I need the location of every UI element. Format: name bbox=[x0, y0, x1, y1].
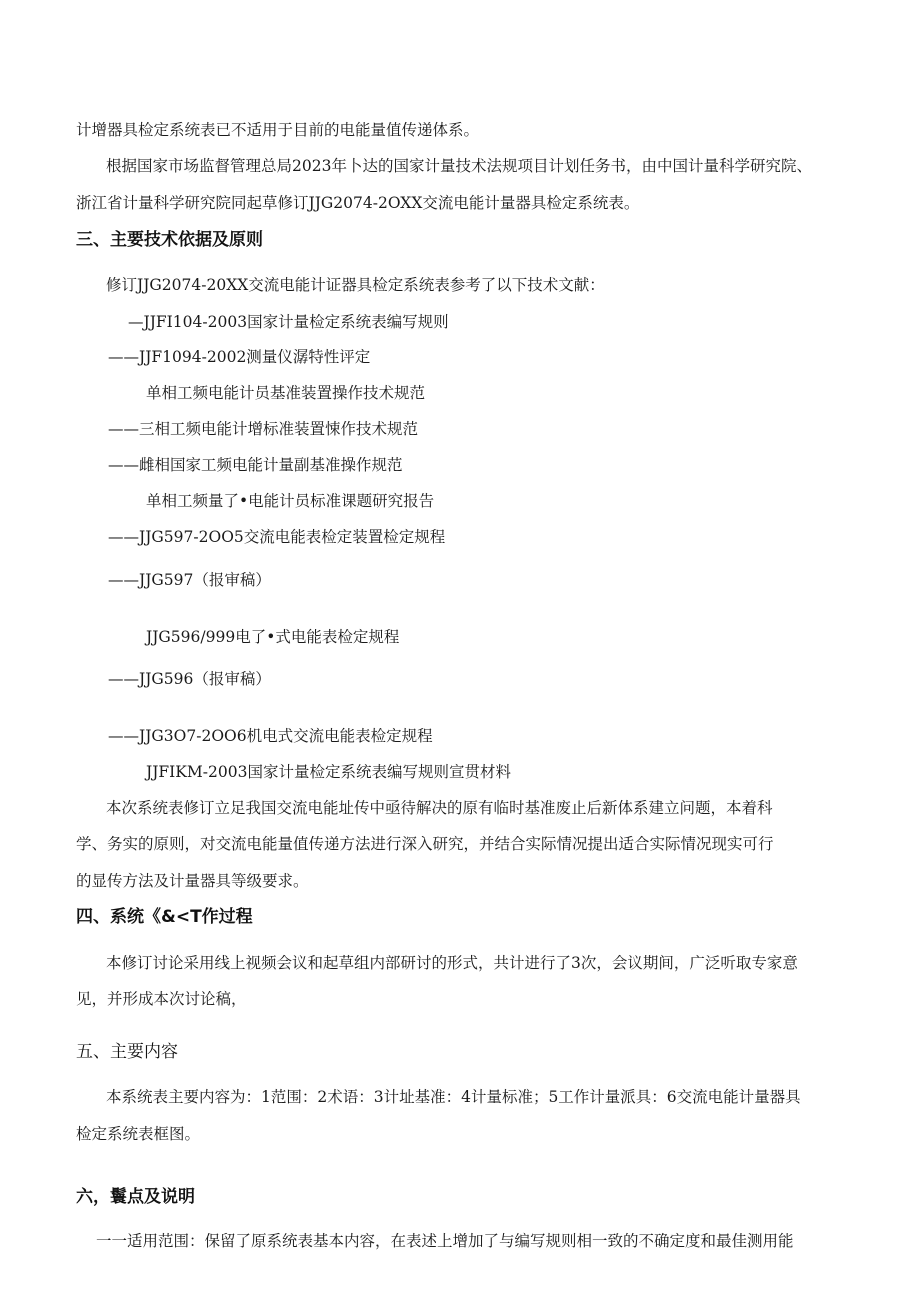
reference-item: 单相工频量了•电能计员标准课题研究报告 bbox=[146, 492, 435, 510]
reference-item: ——JJF1094-2002测量仪潺特性评定 bbox=[108, 348, 371, 366]
reference-item: ——雌相国家工频电能计量副基准操作规范 bbox=[108, 456, 403, 474]
reference-item: 单相工频电能计员基准装置操作技术规范 bbox=[146, 384, 426, 402]
intro-text-line: 计增器具检定系统表已不适用于目前的电能量值传递体系。 bbox=[76, 121, 480, 139]
intro-paragraph-line: 根据国家市场监督管理总局2023年卜达的国家计量技术法规项目计划任务书，由中国计量科学研究院、 bbox=[106, 157, 812, 175]
section-heading-process: 四、系统《&<T作过程 bbox=[76, 907, 253, 927]
reference-item: JJG596/999电了•式电能表检定规程 bbox=[146, 628, 400, 646]
process-paragraph-line: 见，并形成本次讨论稿， bbox=[76, 990, 247, 1008]
section-heading-basis: 三、主要技术依据及原则 bbox=[76, 230, 263, 250]
notes-paragraph-line: 一一适用范围：保留了原系统表基本内容，在表述上增加了与编写规则相一致的不确定度和最佳测用能 bbox=[96, 1232, 794, 1250]
reference-item: JJFIKM-2003国家计量检定系统表编写规则宣贯材料 bbox=[146, 763, 511, 781]
reference-item: —JJFI104-2003国家计量检定系统表编写规则 bbox=[128, 313, 449, 331]
references-lead-text: 修订JJG2074-20XX交流电能计证器具检定系统表参考了以下技术文献： bbox=[106, 276, 605, 294]
reference-item: ——三相工频电能计增标准装置悚作技术规范 bbox=[108, 420, 419, 438]
intro-paragraph-line: 浙江省计量科学研究院同起草修订JJG2074-2OXX交流电能计量器具检定系统表。 bbox=[76, 194, 640, 212]
section-heading-notes: 六，鬟点及说明 bbox=[76, 1187, 195, 1207]
reference-item: ——JJG597-2OO5交流电能表检定装置检定规程 bbox=[108, 528, 446, 546]
content-paragraph-line: 本系统表主要内容为：1范围：2术语：3计址基准：4计量标准；5工作计量派具：6交流电能计量器具 bbox=[106, 1088, 801, 1106]
content-paragraph-line: 检定系统表框图。 bbox=[76, 1125, 201, 1143]
principle-paragraph-line: 的显传方法及计量器具等级要求。 bbox=[76, 872, 309, 890]
principle-paragraph-line: 学、务实的原则，对交流电能量值传递方法进行深入研究，并结合实际情况提出适合实际情况现实可行 bbox=[76, 835, 774, 853]
process-paragraph-line: 本修订讨论采用线上视频会议和起草组内部研讨的形式，共计进行了3次，会议期间，广泛听取专家意 bbox=[106, 954, 798, 972]
section-heading-content: 五、主要内容 bbox=[76, 1042, 178, 1062]
principle-paragraph-line: 本次系统表修订立足我国交流电能址传中亟待解决的原有临时基准废止后新体系建立问题，本着科 bbox=[106, 799, 773, 817]
reference-item: ——JJG597（报审稿） bbox=[108, 571, 271, 589]
reference-item: ——JJG596（报审稿） bbox=[108, 670, 271, 688]
reference-item: ——JJG3O7-2OO6机电式交流电能表检定规程 bbox=[108, 727, 433, 745]
